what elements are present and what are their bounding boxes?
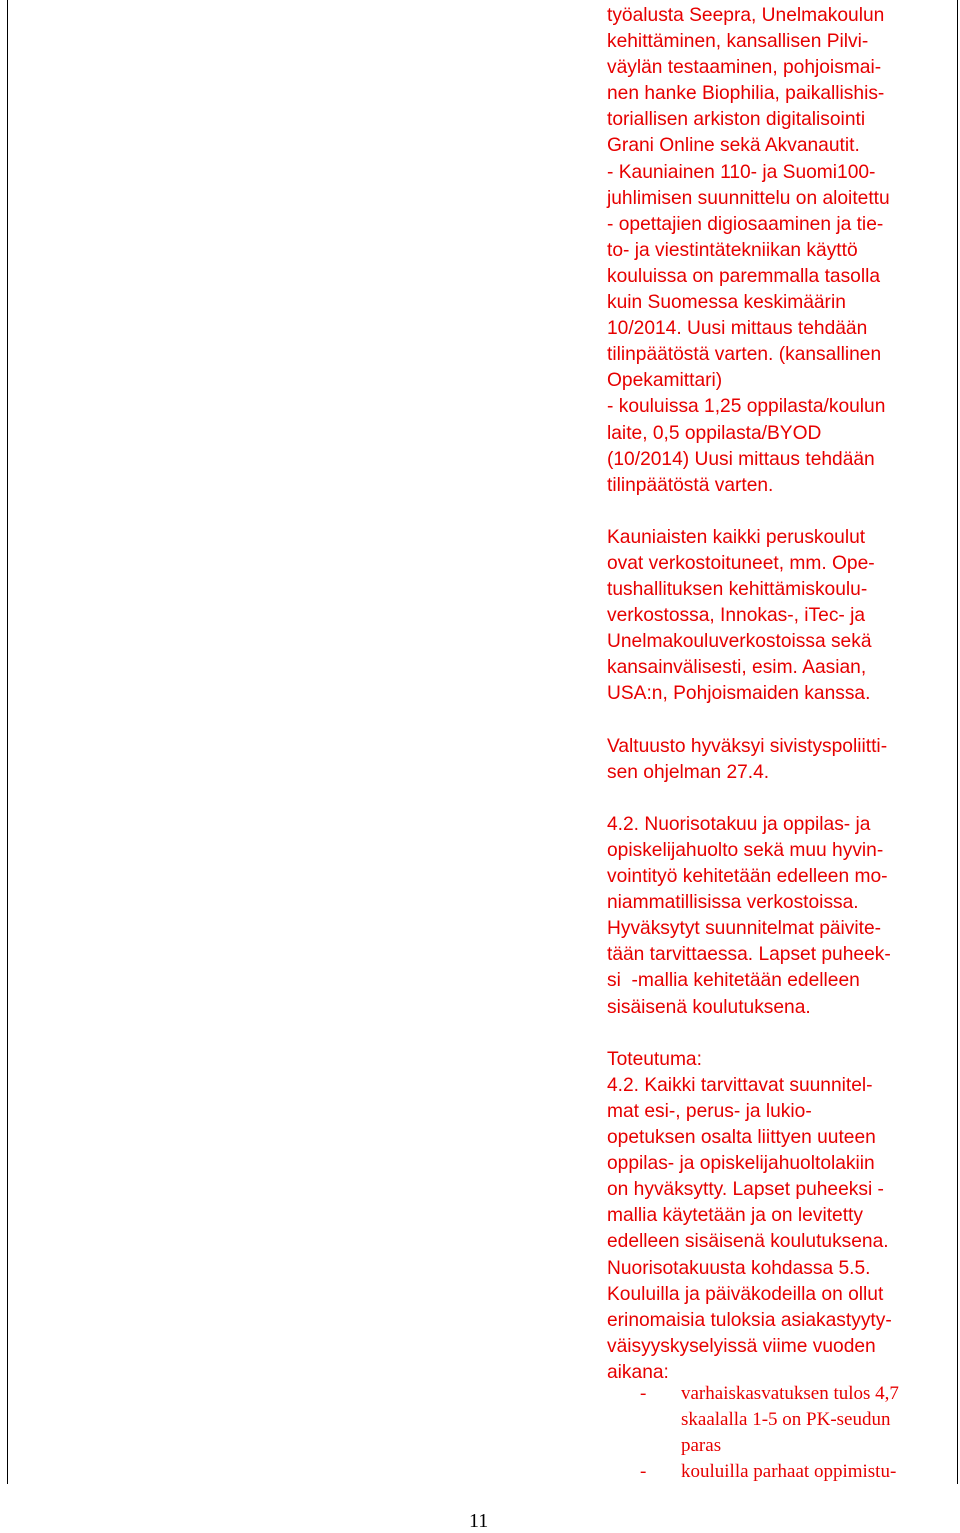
text-line: juhlimisen suunnittelu on aloitettu: [607, 187, 890, 209]
text-line: opiskelijahuolto sekä muu hyvin-: [607, 840, 884, 861]
text-line: paras: [681, 1435, 722, 1457]
text-line: mat esi-, perus- ja lukio-: [607, 1100, 812, 1122]
text-line: väylän testaaminen, pohjoismai-: [607, 57, 882, 79]
text-column: [607, 3, 952, 1386]
text-line: kouluilla parhaat oppimistu-: [681, 1461, 897, 1483]
text-line: Hyväksytyt suunnitelmat päivite-: [607, 918, 882, 940]
text-line: (10/2014) Uusi mittaus tehdään: [607, 448, 875, 470]
text-line: kouluissa on paremmalla tasolla: [607, 265, 881, 287]
text-line: edelleen sisäisenä koulutuksena.: [607, 1231, 889, 1253]
text-line: sisäisenä koulutuksena.: [607, 996, 811, 1018]
text-line: Unelmakouluverkostoissa sekä: [607, 631, 872, 653]
text-line: tushallituksen kehittämiskoulu-: [607, 579, 868, 601]
paragraph-council-approval: [607, 734, 952, 786]
paragraph-realisation: [607, 1047, 952, 1386]
text-line: skaalalla 1-5 on PK-seudun: [681, 1409, 891, 1431]
text-line: 4.2. Nuorisotakuu ja oppilas- ja: [607, 813, 871, 835]
text-line: - kouluissa 1,25 oppilasta/koulun: [607, 396, 886, 418]
text-line: aikana:: [607, 1361, 669, 1383]
text-line: niammatillisissa verkostoissa.: [607, 892, 859, 914]
text-line: sen ohjelman 27.4.: [607, 761, 770, 783]
text-line: tilinpäätöstä varten. (kansallinen: [607, 344, 882, 366]
text-line: vointityö kehitetään edelleen mo-: [607, 866, 888, 888]
page-number: 11: [469, 1510, 489, 1532]
text-line: kuin Suomessa keskimäärin: [607, 292, 846, 314]
list-item-text: [681, 1381, 955, 1459]
paragraph-school-networks: [607, 525, 952, 708]
text-line: to- ja viestintätekniikan käyttö: [607, 239, 858, 261]
right-table-border: [957, 0, 958, 1484]
results-list: [640, 1381, 955, 1485]
text-line: kehittäminen, kansallisen Pilvi-: [607, 31, 869, 53]
list-item: [640, 1459, 955, 1485]
text-line: on hyväksytty. Lapset puheeksi -: [607, 1179, 884, 1201]
text-line: Opekamittari): [607, 370, 723, 392]
list-bullet: -: [640, 1383, 647, 1404]
text-line: väisyyskyselyissä viime vuoden: [607, 1335, 876, 1357]
text-line: varhaiskasvatuksen tulos 4,7: [681, 1383, 899, 1404]
text-line: 10/2014. Uusi mittaus tehdään: [607, 318, 868, 340]
text-line: Kauniaisten kaikki peruskoulut: [607, 526, 866, 548]
text-line: - Kauniainen 110- ja Suomi100-: [607, 161, 876, 183]
text-line: verkostossa, Innokas-, iTec- ja: [607, 605, 866, 627]
text-line: mallia käytetään ja on levitetty: [607, 1205, 863, 1227]
text-line: oppilas- ja opiskelijahuoltolakiin: [607, 1153, 875, 1175]
text-line: 4.2. Kaikki tarvittavat suunnitel-: [607, 1074, 873, 1096]
text-line: ovat verkostoituneet, mm. Ope-: [607, 552, 875, 574]
text-line: - opettajien digiosaaminen ja tie-: [607, 213, 884, 235]
text-line: laite, 0,5 oppilasta/BYOD: [607, 422, 822, 444]
text-line: erinomaisia tuloksia asiakastyyty-: [607, 1309, 892, 1331]
text-line: Toteutuma:: [607, 1048, 702, 1070]
text-line: Nuorisotakuusta kohdassa 5.5.: [607, 1257, 871, 1279]
list-bullet: -: [640, 1461, 647, 1483]
left-table-border: [7, 0, 8, 1484]
text-line: toriallisen arkiston digitalisointi: [607, 109, 866, 131]
text-line: Kouluilla ja päiväkodeilla on ollut: [607, 1283, 884, 1305]
text-line: Valtuusto hyväksyi sivistyspoliitti-: [607, 735, 888, 757]
text-line: si -mallia kehitetään edelleen: [607, 970, 860, 992]
text-line: opetuksen osalta liittyen uuteen: [607, 1127, 876, 1149]
text-line: työalusta Seepra, Unelmakoulun: [607, 5, 885, 26]
paragraph-youth-guarantee: [607, 812, 952, 1021]
text-line: tilinpäätöstä varten.: [607, 474, 774, 496]
list-item: [640, 1381, 955, 1459]
text-line: kansainvälisesti, esim. Aasian,: [607, 657, 867, 679]
text-line: Grani Online sekä Akvanautit.: [607, 135, 860, 157]
text-line: USA:n, Pohjoismaiden kanssa.: [607, 683, 871, 705]
text-line: tään tarvittaessa. Lapset puheek-: [607, 944, 891, 966]
paragraph-digital-projects: [607, 3, 952, 499]
list-item-text: [681, 1459, 955, 1485]
text-line: nen hanke Biophilia, paikallishis-: [607, 83, 885, 105]
